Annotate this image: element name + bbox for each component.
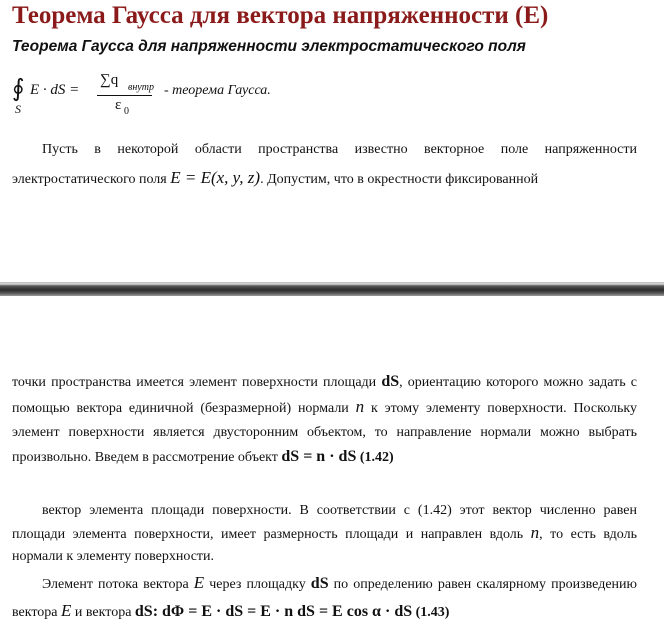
formula-numerator-sub: внутр — [128, 82, 154, 93]
text-segment: . Допустим, что в окрестности фиксированной — [260, 172, 539, 187]
paragraph-intro — [12, 136, 637, 194]
gauss-theorem-formula — [12, 68, 312, 118]
equation-1-43: dS: dΦ = E · dS = E · n dS = E cos α · dS — [134, 603, 413, 620]
normal-vector-symbol: n — [530, 523, 540, 542]
formula-caption: - теорема Гаусса. — [164, 83, 271, 98]
equation-1-42: dS = n · dS — [281, 448, 357, 465]
normal-vector-symbol: n — [355, 397, 365, 416]
contour-integral-sign: ∮ — [12, 76, 25, 102]
formula-denominator-sub: 0 — [124, 106, 129, 117]
text-segment: Элемент потока вектора — [42, 577, 194, 592]
E-vector-symbol: E — [61, 601, 72, 620]
E-vector-symbol: E — [193, 573, 205, 592]
section-subtitle: Теорема Гаусса для напряженности электростатического поля — [12, 38, 526, 55]
fraction-bar — [97, 95, 152, 96]
formula-denominator: ε — [115, 97, 122, 113]
formula-lhs: E · dS = — [30, 82, 80, 98]
page-separator — [0, 282, 664, 296]
dS-symbol: dS — [381, 373, 400, 390]
paragraph-surface-element — [12, 370, 637, 470]
page-title: Теорема Гаусса для вектора напряженности (Е) — [12, 2, 549, 29]
text-segment: точки пространства имеется элемент поверхности площади — [12, 375, 382, 390]
text-segment: через площадку — [204, 577, 311, 592]
dS-symbol: dS — [310, 575, 329, 592]
text-segment: Пусть в некоторой области пространства известно векторное поле напряженности электростатического поля — [12, 142, 637, 187]
equation-number-1-42: (1.42) — [359, 450, 394, 465]
text-segment: , то есть вдоль нормали к элементу поверхности. — [12, 527, 637, 564]
text-segment: , ориентацию которого можно задать с помощью вектора единичной (безразмерной) нормали — [12, 375, 637, 416]
field-equation: E = E(x, y, z) — [170, 168, 261, 187]
paragraph-area-vector — [12, 500, 637, 568]
text-segment: и вектора — [71, 605, 135, 620]
equation-number-1-43: (1.43) — [415, 605, 450, 620]
text-segment: по определению равен скалярному произведению вектора — [12, 577, 637, 620]
formula-numerator: ∑q — [100, 72, 119, 88]
text-segment: вектор элемента площади поверхности. В соответствии с (1.42) этот вектор численно равен площади элемента поверхности, имеет размерность площади и направлен вдоль — [12, 503, 637, 542]
surface-subscript: S — [15, 102, 21, 116]
paragraph-flux-element — [12, 570, 637, 626]
text-segment: к этому элементу поверхности. Поскольку элемент поверхности является двусторонним объектом, то направление нормали можно выбрать произвольно. Введем в рассмотрение объект — [12, 401, 638, 465]
